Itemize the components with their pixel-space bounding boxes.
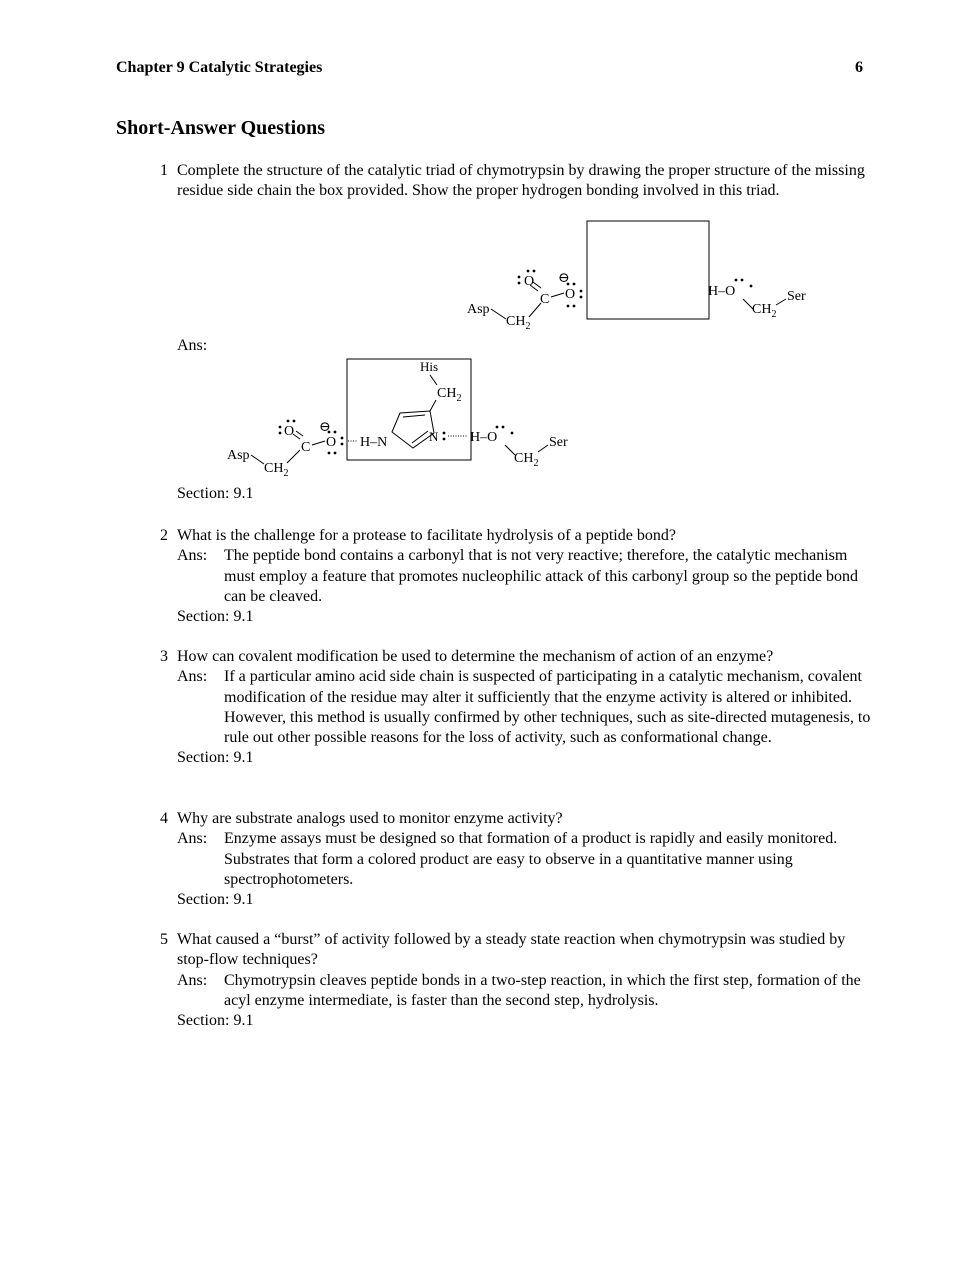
answer-text: Chymotrypsin cleaves peptide bonds in a two-step reaction, in which the first step, formation of the acyl enzyme intermediate, is faster than the second step, hydrolysis. [224, 971, 861, 1009]
ser-label: Ser [549, 435, 568, 450]
question-number: 1 [160, 162, 168, 179]
carbonyl-oxygen: O [284, 424, 295, 439]
asp-ch2-label: $CH_2$ [264, 461, 289, 479]
page-number: 6 [855, 59, 863, 76]
ser-ch2-label: $CH_2$ [514, 451, 539, 469]
section-ref: Section: 9.1 [177, 608, 254, 626]
carbonyl-oxygen: O [524, 274, 535, 289]
carbon-label: C [540, 292, 550, 307]
question-text: What is the challenge for a protease to facilitate hydrolysis of a peptide bond? [177, 527, 676, 544]
ser-hydroxyl-label: H–O [470, 430, 498, 445]
empty-answer-box [587, 221, 709, 319]
question-3 [160, 647, 880, 769]
section-ref: Section: 9.1 [177, 891, 254, 909]
question-text: How can covalent modification be used to determine the mechanism of action of an enzyme? [177, 648, 774, 665]
carboxylate-oxygen: O [326, 435, 337, 450]
catalytic-triad-answer-figure [220, 355, 600, 480]
question-number: 5 [160, 931, 168, 948]
section-ref: Section: 9.1 [177, 749, 254, 767]
carboxylate-oxygen: O [565, 287, 576, 302]
answer-text: Enzyme assays must be designed so that formation of a product is rapidly and easily monitored. Substrates that form a colored product are easy to observe in a quantitative manner using spectrophotometers. [224, 830, 838, 888]
his-label: His [420, 359, 439, 374]
answer-label: Ans: [177, 971, 208, 989]
asp-label: Asp [227, 448, 250, 463]
question-text: Why are substrate analogs used to monitor enzyme activity? [177, 810, 563, 827]
catalytic-triad-question-figure [440, 215, 840, 335]
his-ch2-label: $CH_2$ [437, 386, 462, 404]
question-2 [160, 526, 880, 627]
his-nh-label: H–N [360, 435, 388, 450]
asp-label: Asp [467, 302, 490, 317]
question-4 [160, 809, 880, 910]
answer-label: Ans: [177, 668, 208, 686]
ser-ch2-label: $CH_2$ [752, 302, 777, 320]
carbon-label: C [301, 440, 311, 455]
section-ref: Section: 9.1 [177, 485, 254, 502]
chapter-header: Chapter 9 Catalytic Strategies [116, 59, 323, 76]
question-5 [160, 930, 880, 1031]
negative-charge-icon: ⊖ [319, 420, 331, 435]
answer-label: Ans: [177, 337, 208, 354]
answer-label: Ans: [177, 547, 208, 565]
question-text: What caused a “burst” of activity followed by a steady state reaction when chymotrypsin was studied by stop-flow techniques? [177, 931, 846, 969]
ser-label: Ser [787, 289, 806, 304]
ch2-label: $CH_2$ [506, 314, 531, 332]
question-1 [160, 161, 880, 202]
his-n-label: N [429, 429, 439, 444]
question-number: 4 [160, 810, 168, 827]
answer-text: If a particular amino acid side chain is suspected of participating in a catalytic mechanism, covalent modification of the residue may alter it sufficiently that the enzyme activity is altered or inhibited. However, this method is usually confirmed by other techniques, such as site-directed mutagenesis, to rule out other possible reasons for the loss of activity, such as conformational change. [224, 668, 871, 747]
answer-text: The peptide bond contains a carbonyl that is not very reactive; therefore, the catalytic mechanism must employ a feature that promotes nucleophilic attack of this carbonyl group so the peptide bond can be cleaved. [224, 547, 859, 605]
negative-charge-icon: ⊖ [558, 271, 570, 286]
question-text: Complete the structure of the catalytic triad of chymotrypsin by drawing the proper structure of the missing residue side chain the box provided. Show the proper hydrogen bonding involved in this triad. [177, 162, 865, 200]
answer-label: Ans: [177, 830, 208, 848]
question-number: 2 [160, 527, 168, 544]
section-ref: Section: 9.1 [177, 1012, 254, 1030]
hydroxyl-label: H–O [708, 284, 736, 299]
question-number: 3 [160, 648, 168, 665]
section-title: Short-Answer Questions [116, 117, 326, 139]
